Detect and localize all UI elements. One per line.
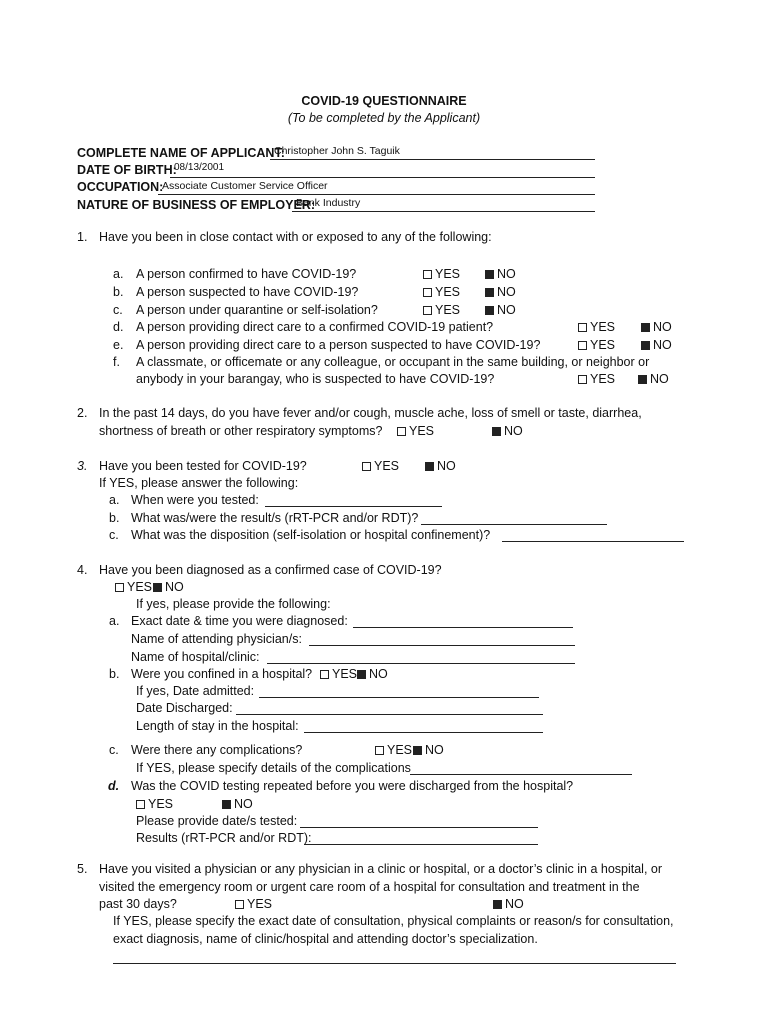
q1d-letter: d.: [113, 320, 124, 334]
q4b-discharged-label: Date Discharged:: [136, 701, 233, 715]
q1c-no-option[interactable]: NO: [485, 303, 516, 318]
q1c-text: A person under quarantine or self-isolation?: [136, 303, 378, 317]
q5-text: Have you visited a physician or any physician in a clinic or hospital, or a doctor’s clinic in a hospital, or: [99, 862, 663, 876]
q3a-text: When were you tested:: [131, 493, 259, 507]
q4d-yes-checkbox[interactable]: [136, 800, 145, 809]
q3b-text: What was/were the result/s (rRT-PCR and/or RDT)?: [131, 511, 419, 525]
q2-text: In the past 14 days, do you have fever and/or cough, muscle ache, loss of smell or taste, diarrhea,: [99, 406, 642, 420]
occupation-value[interactable]: Associate Customer Service Officer: [162, 180, 328, 192]
q1b-letter: b.: [113, 285, 124, 299]
q4c-text: Were there any complications?: [131, 743, 303, 757]
q3-yes-checkbox[interactable]: [362, 462, 371, 471]
q4-ifyes: If yes, please provide the following:: [136, 597, 331, 611]
q1f-no-option[interactable]: NO: [638, 372, 669, 387]
q1d-yes-checkbox[interactable]: [578, 323, 587, 332]
q5-yes-checkbox[interactable]: [235, 900, 244, 909]
q5-yes-option[interactable]: YES: [235, 897, 272, 912]
q1-number: 1.: [77, 230, 88, 244]
q4b-letter: b.: [109, 667, 120, 681]
q1e-letter: e.: [113, 338, 124, 352]
q5-details-line[interactable]: [113, 963, 676, 964]
q1e-text: A person providing direct care to a person suspected to have COVID-19?: [136, 338, 541, 352]
q4d-dates-line[interactable]: [300, 827, 538, 828]
q5-number: 5.: [77, 862, 88, 876]
q4-number: 4.: [77, 563, 88, 577]
q3-yes-option[interactable]: YES: [362, 459, 399, 474]
q4b-yes-checkbox[interactable]: [320, 670, 329, 679]
q1f-text-continued: anybody in your barangay, who is suspected to have COVID-19?: [136, 372, 495, 386]
q4-no-checkbox[interactable]: [153, 583, 162, 592]
q4b-stay-line[interactable]: [304, 732, 543, 733]
q4a-letter: a.: [109, 614, 120, 628]
occupation-underline: [158, 194, 595, 195]
q1f-letter: f.: [113, 355, 120, 369]
q4c-no-checkbox[interactable]: [413, 746, 422, 755]
q1e-yes-option[interactable]: YES: [578, 338, 615, 353]
q1a-text: A person confirmed to have COVID-19?: [136, 267, 357, 281]
q5-text-continued-2: past 30 days?: [99, 897, 177, 911]
q1d-yes-option[interactable]: YES: [578, 320, 615, 335]
q1b-no-checkbox[interactable]: [485, 288, 494, 297]
q4-no-option[interactable]: NO: [153, 580, 184, 595]
q4b-text: Were you confined in a hospital?: [131, 667, 313, 681]
q2-yes-checkbox[interactable]: [397, 427, 406, 436]
q5-ifyes: If YES, please specify the exact date of consultation, physical complaints or reason/s for consultation,: [113, 914, 674, 928]
q4b-no-checkbox[interactable]: [357, 670, 366, 679]
q3c-text: What was the disposition (self-isolation or hospital confinement)?: [131, 528, 491, 542]
q1a-letter: a.: [113, 267, 124, 281]
form-title: COVID-19 QUESTIONNAIRE: [301, 94, 467, 108]
business-underline: [292, 211, 595, 212]
q4b-admitted-line[interactable]: [259, 697, 539, 698]
q1d-text: A person providing direct care to a confirmed COVID-19 patient?: [136, 320, 494, 334]
q4c-details-line[interactable]: [410, 774, 632, 775]
q3-no-option[interactable]: NO: [425, 459, 456, 474]
dob-value[interactable]: 08/13/2001: [174, 162, 225, 173]
q1b-no-option[interactable]: NO: [485, 285, 516, 300]
q2-no-checkbox[interactable]: [492, 427, 501, 436]
q4a-hospital-label: Name of hospital/clinic:: [131, 650, 260, 664]
q4a-physician-label: Name of attending physician/s:: [131, 632, 302, 646]
q1f-no-checkbox[interactable]: [638, 375, 647, 384]
q4d-text: Was the COVID testing repeated before you were discharged from the hospital?: [131, 779, 574, 793]
q3a-answer-line[interactable]: [265, 506, 442, 507]
q5-text-continued: visited the emergency room or urgent care room of a hospital for consultation and treatment in the: [99, 880, 640, 894]
q1b-text: A person suspected to have COVID-19?: [136, 285, 359, 299]
q1a-yes-option[interactable]: YES: [423, 267, 460, 282]
q4b-admitted-label: If yes, Date admitted:: [136, 684, 255, 698]
q3-number: 3.: [77, 459, 88, 473]
q4d-yes-option[interactable]: YES: [136, 797, 173, 812]
q4d-dates-label: Please provide date/s tested:: [136, 814, 298, 828]
q1c-no-checkbox[interactable]: [485, 306, 494, 315]
q2-text-continued: shortness of breath or other respiratory symptoms?: [99, 424, 383, 438]
q4b-discharged-line[interactable]: [236, 714, 543, 715]
q5-no-option[interactable]: NO: [493, 897, 524, 912]
q1c-letter: c.: [113, 303, 123, 317]
q1-text: Have you been in close contact with or exposed to any of the following:: [99, 230, 492, 244]
q5-no-checkbox[interactable]: [493, 900, 502, 909]
q1b-yes-option[interactable]: YES: [423, 285, 460, 300]
q4d-results-line[interactable]: [304, 844, 538, 845]
q5-ifyes-continued: exact diagnosis, name of clinic/hospital and attending doctor’s specialization.: [113, 932, 538, 946]
q4a-text: Exact date & time you were diagnosed:: [131, 614, 348, 628]
q2-no-option[interactable]: NO: [492, 424, 523, 439]
q4-text: Have you been diagnosed as a confirmed case of COVID-19?: [99, 563, 442, 577]
q4c-letter: c.: [109, 743, 119, 757]
q3c-answer-line[interactable]: [502, 541, 684, 542]
q4c-yes-option[interactable]: YES: [375, 743, 412, 758]
q4c-yes-checkbox[interactable]: [375, 746, 384, 755]
name-label: COMPLETE NAME OF APPLICANT:: [77, 146, 285, 160]
q3a-letter: a.: [109, 493, 120, 507]
q4a-answer-line[interactable]: [353, 627, 573, 628]
q4b-no-option[interactable]: NO: [357, 667, 388, 682]
business-label: NATURE OF BUSINESS OF EMPLOYER:: [77, 198, 315, 212]
q1a-no-checkbox[interactable]: [485, 270, 494, 279]
q3c-letter: c.: [109, 528, 119, 542]
q4b-yes-option[interactable]: YES: [320, 667, 357, 682]
dob-label: DATE OF BIRTH:: [77, 163, 177, 177]
q1a-yes-checkbox[interactable]: [423, 270, 432, 279]
q2-number: 2.: [77, 406, 88, 420]
q4c-ifyes: If YES, please specify details of the complications: [136, 761, 411, 775]
q1d-no-option[interactable]: NO: [641, 320, 672, 335]
q1e-no-option[interactable]: NO: [641, 338, 672, 353]
q3-text: Have you been tested for COVID-19?: [99, 459, 307, 473]
q1f-yes-checkbox[interactable]: [578, 375, 587, 384]
q1f-yes-option[interactable]: YES: [578, 372, 615, 387]
q4a-physician-line[interactable]: [309, 645, 575, 646]
form-subtitle: (To be completed by the Applicant): [287, 111, 481, 125]
q3b-letter: b.: [109, 511, 120, 525]
q2-yes-option[interactable]: YES: [397, 424, 434, 439]
q3b-answer-line[interactable]: [421, 524, 607, 525]
q1a-no-option[interactable]: NO: [485, 267, 516, 282]
name-underline: [270, 159, 595, 160]
q4a-hospital-line[interactable]: [267, 663, 575, 664]
q4d-letter: d.: [108, 779, 120, 793]
q1b-yes-checkbox[interactable]: [423, 288, 432, 297]
q4-yes-option[interactable]: YES: [115, 580, 152, 595]
q1c-yes-checkbox[interactable]: [423, 306, 432, 315]
q4d-results-label: Results (rRT-PCR and/or RDT):: [136, 831, 312, 845]
q4d-no-option[interactable]: NO: [222, 797, 253, 812]
dob-underline: [170, 177, 595, 178]
q4d-no-checkbox[interactable]: [222, 800, 231, 809]
q1e-yes-checkbox[interactable]: [578, 341, 587, 350]
name-value[interactable]: Christopher John S. Taguik: [274, 145, 400, 157]
q1f-text: A classmate, or officemate or any colleague, or occupant in the same building, or neighbor or: [136, 355, 650, 369]
q4b-stay-label: Length of stay in the hospital:: [136, 719, 299, 733]
q1c-yes-option[interactable]: YES: [423, 303, 460, 318]
q3-ifyes: If YES, please answer the following:: [99, 476, 299, 490]
business-value[interactable]: Bank Industry: [296, 197, 361, 209]
q4-yes-checkbox[interactable]: [115, 583, 124, 592]
q1e-no-checkbox[interactable]: [641, 341, 650, 350]
q4c-no-option[interactable]: NO: [413, 743, 444, 758]
occupation-label: OCCUPATION:: [77, 180, 164, 194]
q3-no-checkbox[interactable]: [425, 462, 434, 471]
q1d-no-checkbox[interactable]: [641, 323, 650, 332]
